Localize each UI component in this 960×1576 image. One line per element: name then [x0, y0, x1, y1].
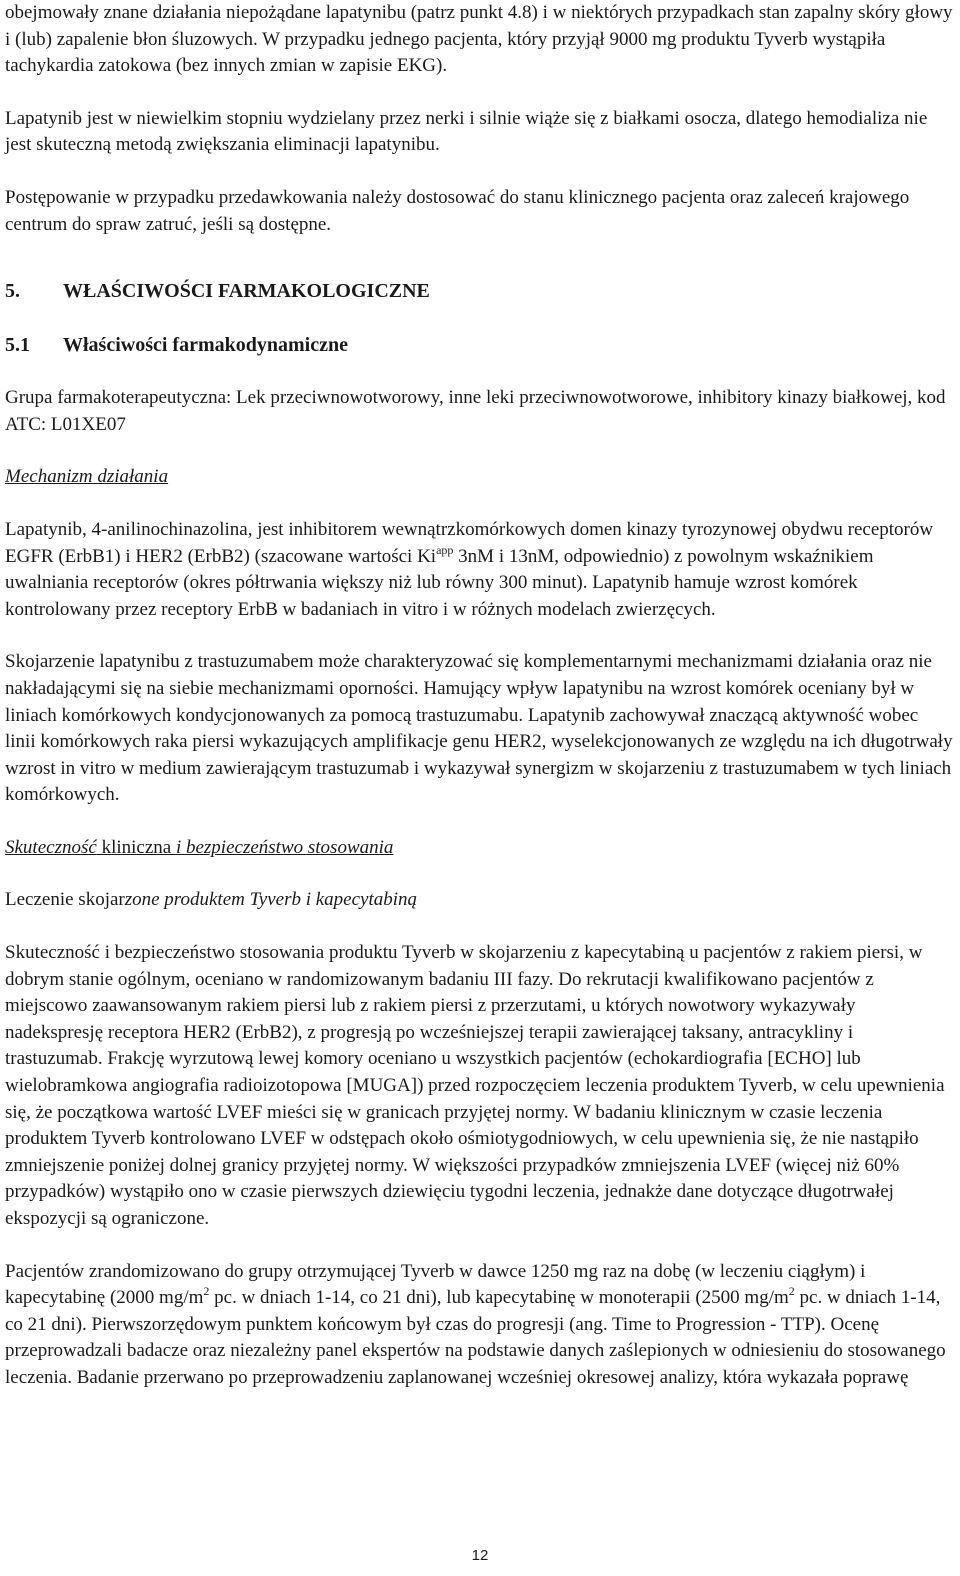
paragraph-mechanism — [5, 517, 953, 623]
subheading-text: Leczenie skojar — [5, 889, 125, 911]
document-page — [5, 0, 953, 1392]
section-title: Właściwości farmakodynamiczne — [63, 334, 348, 357]
subheading-text: i bezpieczeństwo stosowania — [175, 836, 394, 858]
superscript: app — [436, 542, 454, 557]
subheading-text: zone produktem Tyverb i kapecytabiną — [124, 889, 418, 911]
text-run: pc. w dniach 1-14, co 21 dni), lub kapecytabinę w monoterapii (2500 mg/m — [209, 1287, 789, 1309]
subheading-mechanism — [5, 464, 953, 491]
text-run: Pacjentów zrandomizowano do grupy otrzymującej Tyverb w dawce 1250 mg raz na dobę (w leczeniu ciągłym) i kapecytabinę (2000 mg/m — [5, 1260, 866, 1309]
text-run: pc. w dniach 1-14, co 21 dni). Pierwszorzędowym punktem końcowym był czas do progresji (ang. Time to Progression - TTP). Ocenę przeprowadzali badacze oraz niezależny panel ekspertów na podstawie danych zaślepionych w odniesieniu do stosowanego leczenia. Badanie przerwano po przeprowadzeniu zaplanowanej wcześniej okresowej analizy, która wykazała poprawę — [5, 1287, 946, 1388]
paragraph-overdose-symptoms: obejmowały znane działania niepożądane lapatynibu (patrz punkt 4.8) i w niektórych przypadkach stan zapalny skóry głowy i (lub) zapalenie błon śluzowych. W przypadku jednego pacjenta, który przyjął 9000 mg produktu Tyverb wystąpiła tachykardia zatokowa (bez innych zmian w zapisie EKG). — [5, 2, 953, 77]
subheading-text: Skuteczność — [5, 836, 97, 858]
superscript: 2 — [788, 1284, 795, 1299]
subheading-text: kliniczna — [96, 836, 176, 858]
paragraph-randomization — [5, 1259, 953, 1392]
paragraph-overdose-management: Postępowanie w przypadku przedawkowania należy dostosować do stanu klinicznego pacjenta oraz zaleceń krajowego centrum do spraw zatruć, jeśli są dostępne. — [5, 186, 910, 235]
paragraph-combination: Skojarzenie lapatynibu z trastuzumabem może charakteryzować się komplementarnymi mechanizmami działania oraz nie nakładającymi się na siebie mechanizmami oporności. Hamujący wpływ lapatynibu na wzrost komórek oceniany był w liniach komórkowych kondycjonowanych za pomocą trastuzumabu. Lapatynib zachowywał znaczącą aktywność wobec linii komórkowych raka piersi wykazujących amplifikacje genu HER2, wyselekcjonowanych ze względu na ich długotrwały wzrost in vitro w medium zawierającym trastuzumab i wykazywał synergizm w skojarzeniu z trastuzumabem w tych liniach komórkowych. — [5, 651, 953, 806]
section-title: WŁAŚCIWOŚCI FARMAKOLOGICZNE — [63, 280, 430, 303]
section-heading-5-1 — [5, 332, 953, 358]
subheading-efficacy — [5, 835, 953, 862]
section-number: 5. — [5, 280, 20, 303]
paragraph-efficacy-study: Skuteczność i bezpieczeństwo stosowania produktu Tyverb w skojarzeniu z kapecytabiną u pacjentów z rakiem piersi, w dobrym stanie ogólnym, oceniano w randomizowanym badaniu III fazy. Do rekrutacji kwalifikowano pacjentów z miejscowo zaawansowanym rakiem piersi lub z rakiem piersi z przerzutami, u których nowotwory wykazywały nadekspresję receptora HER2 (ErbB2), z progresją po wcześniejszej terapii zawierającej taksany, antracykliny i trastuzumab. Frakcję wyrzutową lewej komory oceniano u wszystkich pacjentów (echokardiografia [ECHO] lub wielobramkowa angiografia radioizotopowa [MUGA]) przed rozpoczęciem leczenia produktem Tyverb, w celu upewnienia się, że początkowa wartość LVEF mieści się w granicach przyjętej normy. W badaniu klinicznym w czasie leczenia produktem Tyverb kontrolowano LVEF w odstępach około ośmiotygodniowych, w celu upewnienia się, że nie nastąpiło zmniejszenie poniżej dolnej granicy przyjętej normy. W większości przypadków zmniejszenia LVEF (więcej niż 60% przypadków) wystąpiło ono w czasie pierwszych dziewięciu tygodni leczenia, jednakże dane dotyczące długotrwałej ekspozycji są ograniczone. — [5, 942, 945, 1229]
paragraph-pharmacotherapeutic-group: Grupa farmakoterapeutyczna: Lek przeciwnowotworowy, inne leki przeciwnowotworowe, inhibitory kinazy białkowej, kod ATC: L01XE07 — [5, 387, 946, 435]
superscript: 2 — [203, 1284, 210, 1299]
subheading-text: Mechanizm działania — [5, 466, 169, 488]
text-run: 3nM i 13nM, odpowiednio) z powolnym wskaźnikiem uwalniania receptorów (okres półtrwania większy niż lub równy 300 minut). Lapatynib hamuje wzrost komórek kontrolowany przez receptory ErbB w badaniach in vitro i w różnych modelach zwierzęcych. — [5, 545, 874, 620]
page-number: 12 — [471, 1547, 489, 1564]
text-run: Lapatynib, 4-anilinochinazolina, jest inhibitorem wewnątrzkomórkowych domen kinazy tyrozynowej obydwu receptorów EGFR (ErbB1) i HER2 (ErbB2) (szacowane wartości Ki — [5, 518, 934, 567]
section-heading-5 — [5, 278, 953, 304]
section-number: 5.1 — [5, 334, 30, 357]
subheading-capecitabine — [5, 887, 953, 914]
paragraph-overdose-elimination: Lapatynib jest w niewielkim stopniu wydzielany przez nerki i silnie wiąże się z białkami osocza, dlatego hemodializa nie jest skuteczną metodą zwiększania eliminacji lapatynibu. — [5, 107, 928, 156]
